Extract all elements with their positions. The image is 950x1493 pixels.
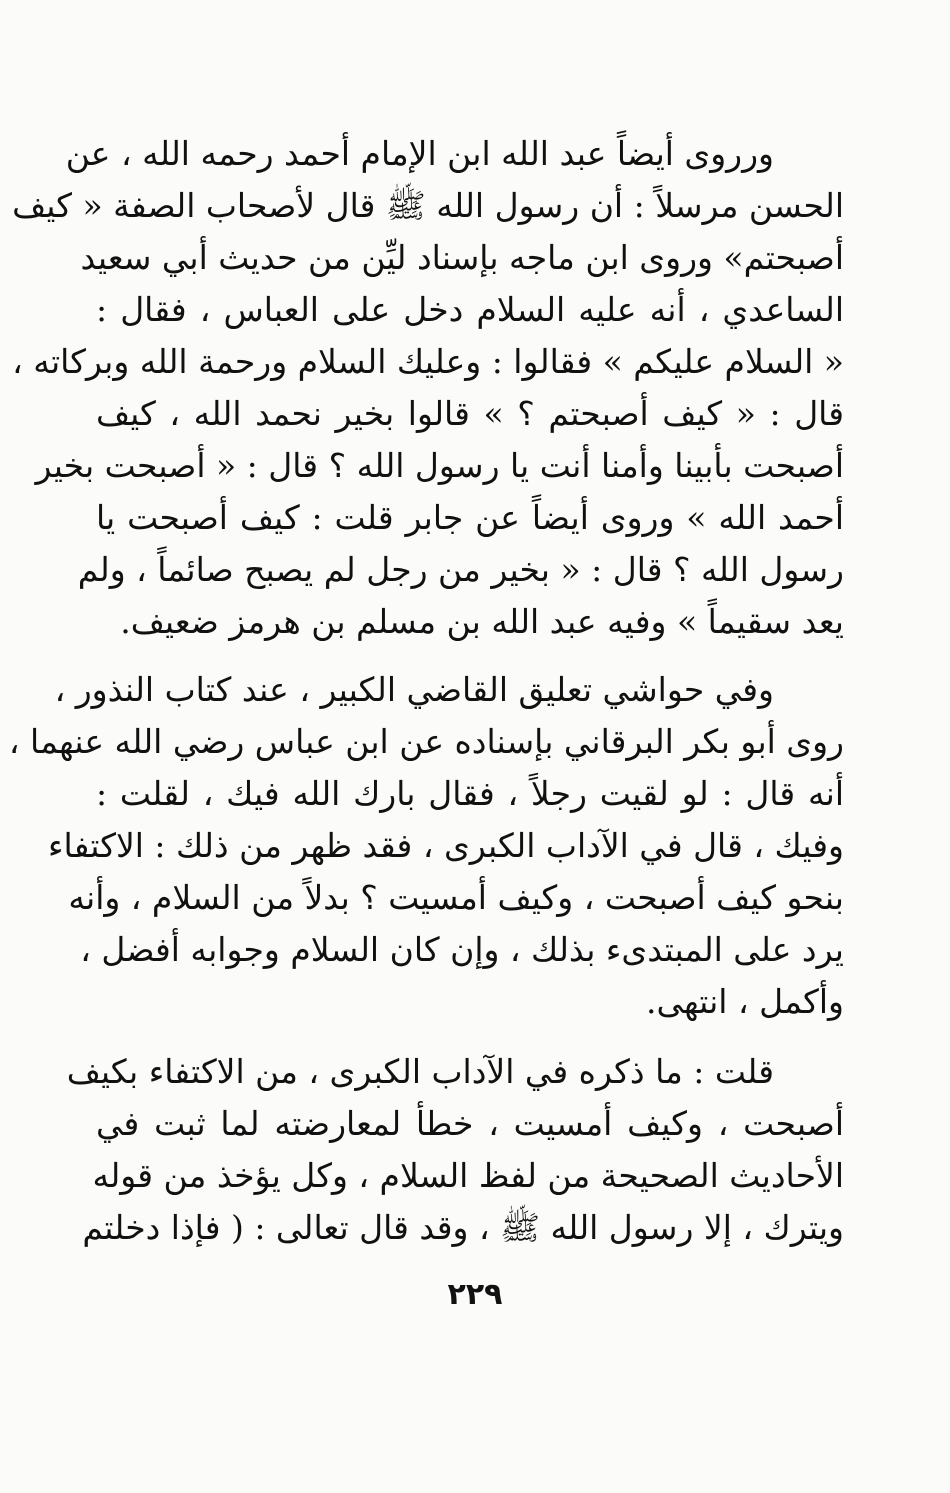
text-line: الساعدي ، أنه عليه السلام دخل على العباس ، فقال : [96, 290, 844, 329]
text-line: يعد سقيماً » وفيه عبد الله بن مسلم بن هرمز ضعيف. [120, 602, 844, 641]
text-line: وأكمل ، انتهى. [645, 982, 844, 1021]
text-line: « السلام عليكم » فقالوا : وعليك السلام ورحمة الله وبركاته ، [12, 342, 844, 381]
text-line: بنحو كيف أصبحت ، وكيف أمسيت ؟ بدلاً من السلام ، وأنه [68, 878, 844, 917]
text-line: وفي حواشي تعليق القاضي الكبير ، عند كتاب النذور ، [54, 670, 774, 709]
text-line: أصبحت ، وكيف أمسيت ، خطأ لمعارضته لما ثبت في [96, 1104, 844, 1143]
text-line: ويترك ، إلا رسول الله ﷺ ، وقد قال تعالى : ( فإذا دخلتم [82, 1208, 844, 1247]
text-line: أصبحتم» وروى ابن ماجه بإسناد ليِّن من حديث أبي سعيد [80, 238, 844, 277]
text-line: يرد على المبتدىء بذلك ، وإن كان السلام وجوابه أفضل ، [80, 930, 844, 969]
text-line: أحمد الله » وروى أيضاً عن جابر قلت : كيف أصبحت يا [96, 498, 844, 537]
text-line: الحسن مرسلاً : أن رسول الله ﷺ قال لأصحاب الصفة « كيف [12, 186, 844, 225]
text-line: وفيك ، قال في الآداب الكبرى ، فقد ظهر من ذلك : الاكتفاء [48, 826, 844, 865]
text-line: أصبحت بأبينا وأمنا أنت يا رسول الله ؟ قال : « أصبحت بخير [35, 446, 844, 485]
text-line: الأحاديث الصحيحة من لفظ السلام ، وكل يؤخذ من قوله [92, 1156, 844, 1195]
text-line: قلت : ما ذكره في الآداب الكبرى ، من الاكتفاء بكيف [66, 1052, 774, 1091]
text-line: أنه قال : لو لقيت رجلاً ، فقال بارك الله فيك ، لقلت : [96, 774, 844, 813]
text-line: رسول الله ؟ قال : « بخير من رجل لم يصبح صائماً ، ولم [77, 550, 844, 589]
text-line: قال : « كيف أصبحتم ؟ » قالوا بخير نحمد الله ، كيف [96, 394, 844, 433]
text-line: ورروى أيضاً عبد الله ابن الإمام أحمد رحمه الله ، عن [65, 134, 774, 173]
page-number: ٢٢٩ [447, 1277, 503, 1312]
text-line: روى أبو بكر البرقاني بإسناده عن ابن عباس رضي الله عنهما ، [8, 722, 844, 761]
